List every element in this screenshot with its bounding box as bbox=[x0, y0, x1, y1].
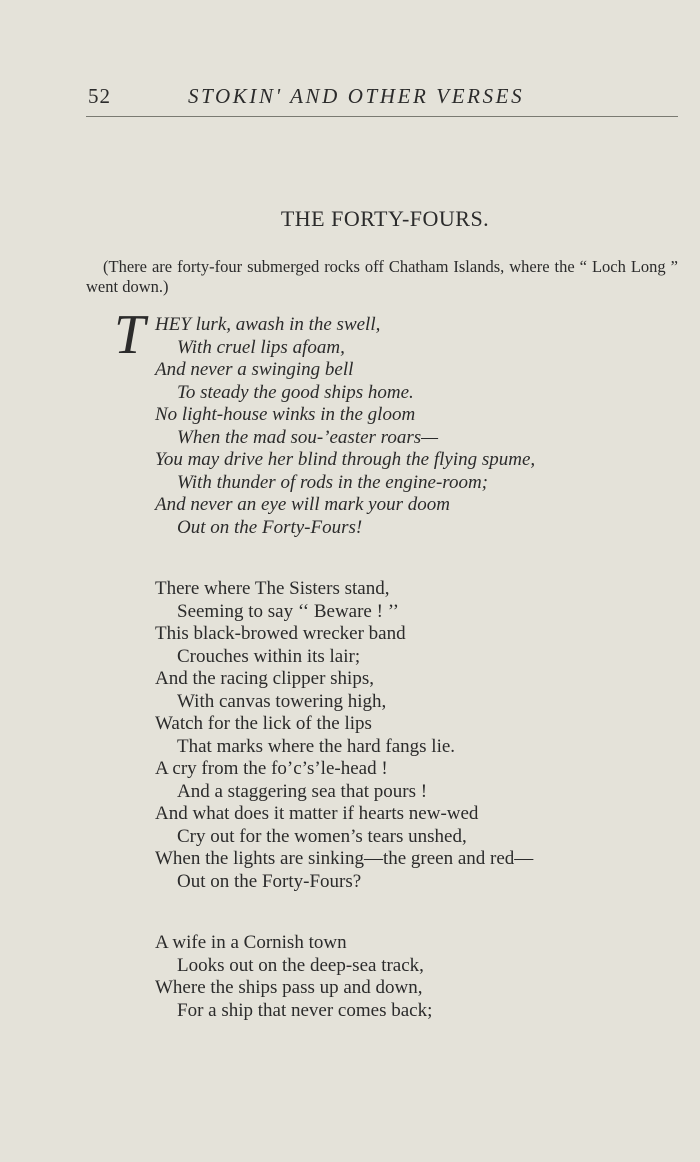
page-header bbox=[88, 84, 678, 114]
header-rule bbox=[86, 116, 678, 117]
running-title: STOKIN' AND OTHER VERSES bbox=[188, 84, 525, 108]
poem-line: With canvas towering high, bbox=[177, 690, 387, 712]
poem-line: No light-house winks in the gloom bbox=[155, 404, 416, 425]
stanza-1 bbox=[155, 314, 685, 539]
poem-line: Crouches within its lair; bbox=[177, 645, 361, 667]
poem-line: With cruel lips afoam, bbox=[177, 336, 345, 358]
poem-line: To steady the good ships home. bbox=[177, 381, 414, 403]
poem-line: Looks out on the deep-sea track, bbox=[177, 954, 424, 976]
stanza-2 bbox=[155, 578, 685, 893]
poem-line: And what does it matter if hearts new-wed bbox=[155, 803, 479, 824]
page-number: 52 bbox=[88, 84, 111, 108]
poem-line: A cry from the fo’c’s’le-head ! bbox=[155, 758, 388, 779]
poem-line: And the racing clipper ships, bbox=[155, 668, 374, 689]
poem-line: A wife in a Cornish town bbox=[155, 932, 347, 953]
poem-line: Where the ships pass up and down, bbox=[155, 977, 423, 998]
poem-line: And never a swinging bell bbox=[155, 359, 354, 380]
drop-cap: T bbox=[114, 304, 146, 366]
poem-line: Seeming to say ‘‘ Beware ! ’’ bbox=[177, 600, 399, 622]
poem-line: HEY lurk, awash in the swell, bbox=[155, 314, 381, 335]
poem-title: THE FORTY-FOURS. bbox=[280, 206, 490, 231]
poem-line: And a staggering sea that pours ! bbox=[177, 780, 428, 802]
poem-line: And never an eye will mark your doom bbox=[155, 494, 450, 515]
poem-line: For a ship that never comes back; bbox=[177, 999, 433, 1021]
poem-line: You may drive her blind through the flying spume, bbox=[155, 449, 536, 470]
poem-line: Out on the Forty-Fours? bbox=[177, 870, 362, 892]
stanza-3 bbox=[155, 932, 685, 1022]
poem-line: With thunder of rods in the engine-room; bbox=[177, 471, 489, 493]
poem-line: Out on the Forty-Fours! bbox=[177, 516, 363, 538]
poem-note: (There are forty-four submerged rocks off Chatham Islands, where the “ Loch Long ” went down.) bbox=[86, 257, 678, 296]
poem-line: This black-browed wrecker band bbox=[155, 623, 406, 644]
poem-line: There where The Sisters stand, bbox=[155, 578, 390, 599]
poem-line: Watch for the lick of the lips bbox=[155, 713, 372, 734]
poem-line: When the mad sou-’easter roars— bbox=[177, 426, 439, 448]
poem-line: When the lights are sinking—the green and red— bbox=[155, 848, 534, 869]
poem-line: That marks where the hard fangs lie. bbox=[177, 735, 456, 757]
poem-line: Cry out for the women’s tears unshed, bbox=[177, 825, 467, 847]
